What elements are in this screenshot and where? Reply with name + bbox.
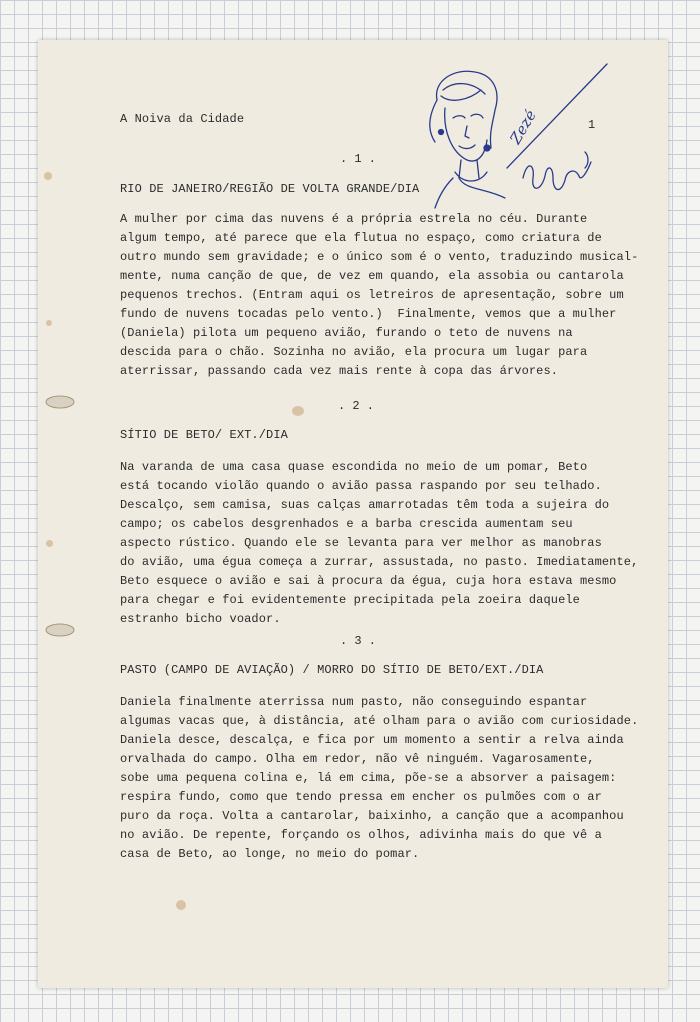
scene-number: . 1 . — [340, 152, 377, 166]
scene-text: Daniela finalmente aterrissa num pasto, não conseguindo espantar algumas vacas que, à distância, até olham para o avião com curiosidade. Daniela desce, descalça, e fica por um momento a sentir a relva ainda orvalhada do campo. Olha em redor, não vê ninguém. Vagarosamente, sobe uma pequena colina e, lá em cima, põe-se a absorver a paisagem: respira fundo, como que tendo pressa em encher os pulmões com o ar puro da roça. Volta a cantarolar, baixinho, a canção que a acompanhou no avião. De repente, forçando os olhos, adivinha mais do que vê a casa de Beto, ao longe, no meio do pomar. — [120, 695, 639, 861]
scene-text: Na varanda de uma casa quase escondida no meio de um pomar, Beto está tocando violão quando o avião passa raspando por seu telhado. Descalço, sem camisa, suas calças amarrotadas têm toda a sujeira do campo; os cabelos desgrenhados e a barba crescida aumentam seu aspecto rústico. Quando ele se levanta para ver melhor as manobras do avião, uma égua começa a zurrar, assustada, no pasto. Imediatamente, Beto esquece o avião e sai à procura da égua, cuja hora estava mesmo para chegar e foi evidentemente precipitada pela zoeira daquele estranho bicho voador. — [120, 460, 639, 626]
punch-hole — [38, 392, 78, 412]
scene-heading: SÍTIO DE BETO/ EXT./DIA — [120, 428, 288, 442]
scene-heading: PASTO (CAMPO DE AVIAÇÃO) / MORRO DO SÍTIO DE BETO/EXT./DIA — [120, 663, 544, 677]
punch-hole — [38, 620, 78, 640]
document-title: A Noiva da Cidade — [120, 112, 245, 126]
scene-number: . 2 . — [338, 399, 375, 413]
rust-stain — [46, 320, 52, 326]
page-number: 1 — [588, 118, 596, 132]
rust-stain — [46, 540, 53, 547]
scene-number: . 3 . — [340, 634, 377, 648]
rust-stain — [44, 172, 52, 180]
rust-stain — [292, 406, 304, 416]
scene-text: A mulher por cima das nuvens é a própria estrela no céu. Durante algum tempo, até parece que ela flutua no espaço, como criatura de outro mundo sem gravidade; e o único som é o vento, traduzindo musical- mente, numa canção de que, de vez em quando, ela assobia ou cantarola pequenos trechos. (Entram aqui os letreiros de apresentação, sobre um fundo de nuvens tocadas pelo vento.) Finalmente, vemos que a mulher (Daniela) pilota um pequeno avião, furando o teto de nuvens na descida para o chão. Sozinha no avião, ela procura um lugar para aterrissar, passando cada vez mais rente à copa das árvores. — [120, 212, 639, 378]
rust-stain — [176, 900, 186, 910]
handwritten-name: Zezé — [506, 106, 540, 148]
scene-heading: RIO DE JANEIRO/REGIÃO DE VOLTA GRANDE/DIA — [120, 182, 420, 196]
